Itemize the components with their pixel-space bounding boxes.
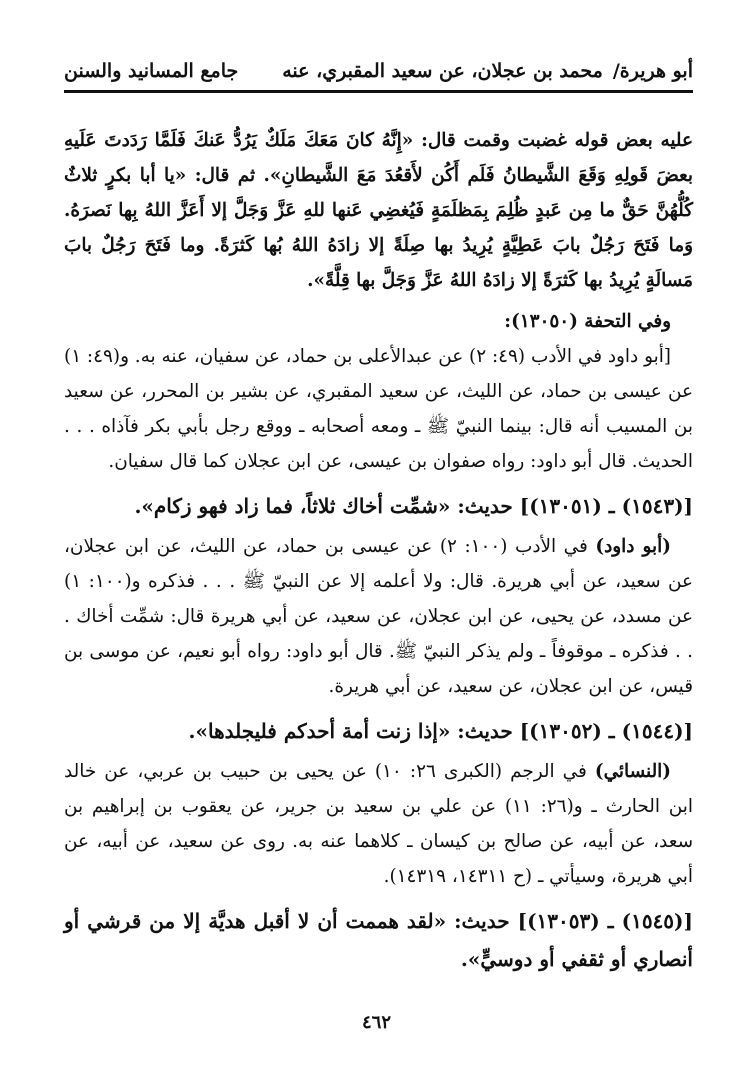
entry-source: (أبو داود) (595, 536, 671, 557)
entry-source: (النسائي) (594, 761, 671, 782)
tuhfa-label: وفي التحفة (١٣٠٥٠): (504, 311, 671, 332)
hadith-entry-1543 (64, 487, 693, 704)
entry-text: في الأدب (١٠٠: ٢) عن عيسى بن حماد، عن الليث، عن ابن عجلان، عن سعيد، عن أبي هريرة. قال: ولا أعلمه إلا عن النبيّ ﷺ . . . فذكره و(١٠٠: ١) عن مسدد، عن يحيى، عن ابن عجلان، عن سعيد، عن أبي هريرة قال: شمِّت أخاك . . . فذكره ـ موقوفاً ـ ولم يذكر النبيّ ﷺ. قال أبو داود: رواه أبو نعيم، عن موسى بن قيس، عن ابن عجلان، عن سعيد، عن أبي هريرة. (64, 536, 693, 697)
tuhfa-paragraph: [أبو داود في الأدب (٤٩: ٢) عن عبدالأعلى بن حماد، عن سفيان، عنه به. و(٤٩: ١) عن عيسى بن حماد، عن الليث، عن سعيد المقبري، عن بشير بن المحرر، عن سعيد بن المسيب أنه قال: بينما النبيّ ﷺ ـ ومعه أصحابه ـ ووقع رجل بأبي بكر فآذاه . . . الحديث. قال أبو داود: رواه صفوان بن عيسى، عن ابن عجلان كما قال سفيان. (64, 346, 693, 472)
entry-body (64, 754, 693, 894)
header-right (282, 58, 693, 84)
page-number: ٤٦٢ (361, 1012, 391, 1033)
entry-heading: [(١٥٤٥) ـ (١٣٠٥٣)] حديث: «لقد هممت أن لا أقبل هديَّة إلا من قرشي أو أنصاري أو ثقفي أو دوسيٍّ». (64, 909, 693, 971)
intro-paragraph: عليه بعض قوله غضبت وقمت قال: «إِنَّهُ كانَ مَعَكَ مَلَكٌ يَرُدُّ عَنكَ فَلَمَّا رَدَدتَ عَلَيهِ بعضَ قَولِهِ وَقَعَ الشَّيطانُ فَلَم أَكُن لأَقعُدَ مَعَ الشَّيطانِ». ثم قال: «يا أبا بكرٍ ثلاثٌ كُلُّهُنَّ حَقٌّ ما مِن عَبدٍ ظُلِمَ بِمَظلَمَةٍ فَيُغضِي عَنها للهِ عَزَّ وَجَلَّ إلا أَعَزَّ اللهُ بِها نَصرَهُ. وَما فَتَحَ رَجُلٌ بابَ عَطِيَّةٍ يُرِيدُ بها صِلَةً إلا زادَهُ اللهُ بُها كَثرَةً. وما فَتَحَ رَجُلٌ بابَ مَسالَةٍ يُرِيدُ بها كَثرَةً إلا زادَهُ اللهُ عَزَّ وَجَلَّ بها قِلَّةً». (64, 130, 693, 291)
hadith-entry-1545 (64, 902, 693, 978)
page-content (64, 123, 693, 978)
entry-text: في الرجم (الكبرى ٢٦: ١٠) عن يحيى بن حبيب بن عربي، عن خالد ابن الحارث ـ و(٢٦: ١١) عن علي بن سعيد بن جرير، عن يعقوب بن إبراهيم بن سعد، عن أبيه، عن صالح بن كيسان ـ كلاهما عنه به. روى عن سعيد، عن أبيه، عن أبي هريرة، وسيأتي ـ (ح ١٤٣١١، ١٤٣١٩). (64, 761, 694, 887)
entry-heading: [(١٥٤٤) ـ (١٣٠٥٢)] حديث: «إذا زنت أمة أحدكم فليجلدها». (188, 719, 693, 743)
page-header (64, 58, 693, 93)
entry-heading: [(١٥٤٣) ـ (١٣٠٥١)] حديث: «شمِّت أخاك ثلاثاً، فما زاد فهو زكام». (134, 494, 693, 518)
hadith-entry-1544 (64, 712, 693, 894)
header-chain: محمد بن عجلان، عن سعيد المقبري، عنه (282, 60, 603, 82)
entry-body (64, 529, 693, 704)
header-book-title: جامع المسانيد والسنن (64, 60, 239, 82)
header-narrator: أبو هريرة/ (612, 60, 693, 82)
